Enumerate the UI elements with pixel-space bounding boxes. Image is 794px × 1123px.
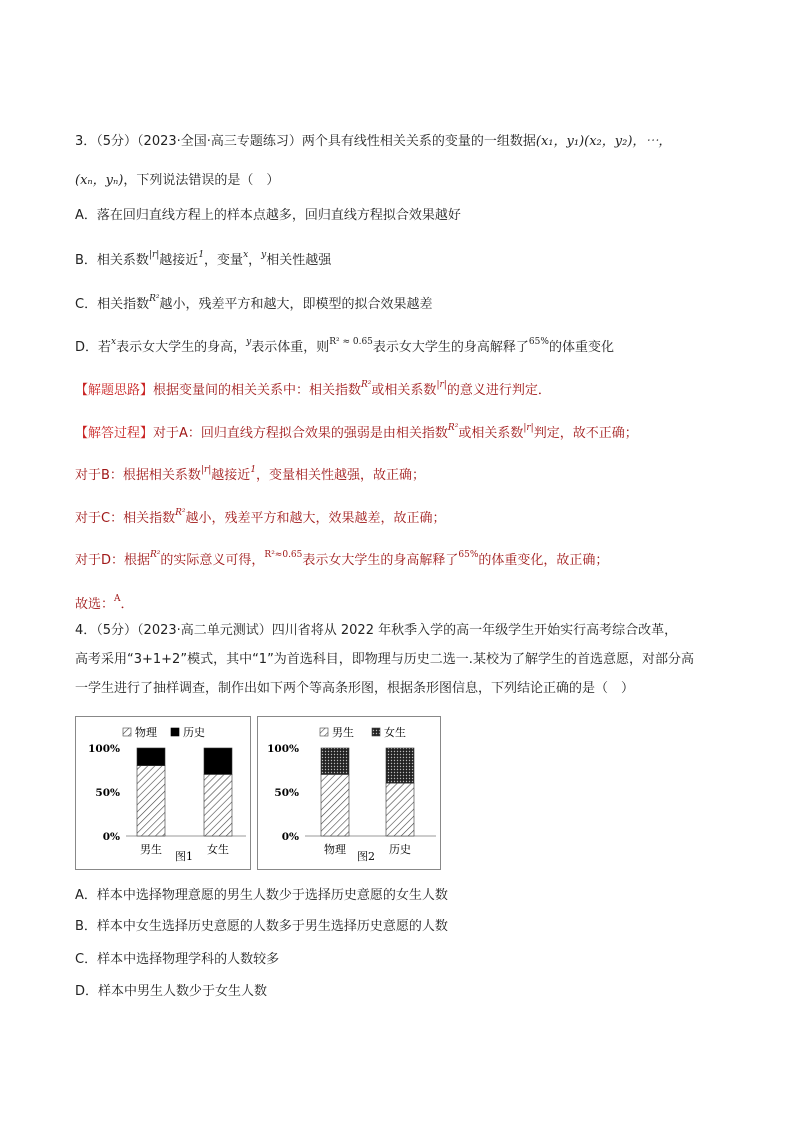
r-squared: R² bbox=[149, 294, 160, 304]
q3-option-d bbox=[75, 339, 614, 358]
y-tick-label: 100% bbox=[267, 743, 299, 755]
r-squared-approx: R²≈0.65 bbox=[264, 550, 303, 560]
q3-option-d-text5: 的体重变化 bbox=[548, 340, 614, 355]
legend-label: 男生 bbox=[332, 726, 354, 739]
r-squared: R² bbox=[150, 550, 161, 560]
abs-r: |r| bbox=[523, 423, 534, 433]
q3-process-c bbox=[75, 510, 445, 529]
y-tick-label: 50% bbox=[274, 787, 299, 799]
process-tag: 【解答过程】 bbox=[75, 426, 154, 441]
chart-figure-2 bbox=[257, 716, 441, 870]
analysis-tag: 【解题思路】 bbox=[75, 383, 154, 398]
q3-data-points: (x₁，y₁)(x₂，y₂)，⋯， bbox=[535, 134, 672, 149]
abs-r: |r| bbox=[148, 250, 160, 260]
chart-figure-1 bbox=[75, 716, 251, 870]
q3-process-a bbox=[75, 425, 638, 444]
analysis-text3: 的意义进行判定． bbox=[446, 383, 551, 398]
legend-label: 历史 bbox=[183, 726, 205, 739]
q4-stem-line3: 一学生进行了抽样调查，制作出如下两个等高条形图，根据条形图信息，下列结论正确的是（ ） bbox=[75, 681, 635, 696]
percent-65: 65% bbox=[528, 337, 549, 347]
answer-end: ． bbox=[120, 597, 134, 612]
process-d-text4: 的体重变化，故正确； bbox=[478, 553, 609, 568]
bar-女生 bbox=[321, 748, 349, 774]
q3-analysis bbox=[75, 382, 551, 401]
q3-option-d-text4: 表示女大学生的身高解释了 bbox=[372, 340, 529, 355]
process-c-text1: 对于C：相关指数 bbox=[75, 511, 176, 526]
q3-option-c bbox=[75, 296, 432, 315]
bar-女生 bbox=[386, 748, 414, 783]
q3-option-a: A．落在回归直线方程上的样本点越多，回归直线方程拟合效果越好 bbox=[75, 208, 461, 223]
percent-65: 65% bbox=[458, 550, 479, 560]
q3-process-d bbox=[75, 552, 608, 571]
bar-物理 bbox=[137, 766, 165, 836]
process-d-text2: 的实际意义可得， bbox=[160, 553, 265, 568]
q4-option-b: B．样本中女生选择历史意愿的人数多于男生选择历史意愿的人数 bbox=[75, 919, 448, 934]
r-squared: R² bbox=[447, 423, 459, 433]
bar-男生 bbox=[321, 774, 349, 836]
y-tick-label: 100% bbox=[88, 743, 120, 755]
q3-option-b-text5: 相关性越强 bbox=[266, 253, 332, 268]
r-squared-approx: R² ≈ 0.65 bbox=[329, 337, 373, 347]
y-tick-label: 0% bbox=[102, 831, 120, 843]
legend-swatch bbox=[372, 728, 380, 736]
q3-option-d-text1: D．若 bbox=[75, 340, 112, 355]
legend-swatch bbox=[320, 728, 328, 736]
bar-历史 bbox=[204, 748, 232, 774]
legend-swatch bbox=[171, 728, 179, 736]
q3-stem-line1 bbox=[75, 133, 671, 151]
legend-swatch bbox=[123, 728, 131, 736]
legend-label: 物理 bbox=[135, 726, 157, 739]
q4-stem-line1: 4．（5分）（2023·高二单元测试）四川省将从 2022 年秋季入学的高一年级学生开始实行高考综合改革， bbox=[75, 623, 678, 638]
process-d-text3: 表示女大学生的身高解释了 bbox=[302, 553, 459, 568]
q3-stem-line2 bbox=[75, 172, 279, 190]
analysis-text1: 根据变量间的相关关系中：相关指数 bbox=[153, 383, 362, 398]
x-tick-label: 男生 bbox=[140, 843, 162, 856]
chart-title: 图1 bbox=[175, 850, 193, 863]
q3-process-b bbox=[75, 467, 425, 486]
bar-男生 bbox=[386, 783, 414, 836]
var-x: x bbox=[111, 337, 117, 347]
abs-r: |r| bbox=[200, 465, 212, 475]
answer-letter: A bbox=[114, 594, 121, 604]
q3-option-c-text2: 越小，残差平方和越大，即模型的拟合效果越差 bbox=[159, 297, 433, 312]
q3-option-d-text3: 表示体重，则 bbox=[251, 340, 330, 355]
q3-data-point-n: (xₙ，yₙ) bbox=[75, 173, 124, 188]
analysis-text2: 或相关系数 bbox=[371, 383, 437, 398]
var-x: x bbox=[243, 250, 249, 260]
q3-option-b-text2: 越接近 bbox=[159, 253, 199, 268]
q3-stem-question: ，下列说法错误的是（ ） bbox=[123, 173, 280, 188]
one: 1 bbox=[198, 250, 205, 260]
process-d-text1: 对于D：根据 bbox=[75, 553, 151, 568]
answer-label: 故选： bbox=[75, 597, 115, 612]
bar-历史 bbox=[137, 748, 165, 766]
q4-option-c: C．样本中选择物理学科的人数较多 bbox=[75, 952, 280, 967]
q3-option-b-text3: ，变量 bbox=[204, 253, 244, 268]
process-c-text2: 越小，残差平方和越大，效果越差，故正确； bbox=[185, 511, 446, 526]
q3-option-c-text1: C．相关指数 bbox=[75, 297, 150, 312]
x-tick-label: 物理 bbox=[324, 843, 346, 856]
q3-stem-text: 3．（5分）（2023·全国·高三专题练习）两个具有线性相关关系的变量的一组数据 bbox=[75, 134, 536, 149]
x-tick-label: 女生 bbox=[207, 843, 229, 856]
q4-option-a: A．样本中选择物理意愿的男生人数少于选择历史意愿的女生人数 bbox=[75, 888, 448, 903]
r-squared: R² bbox=[361, 380, 372, 390]
y-tick-label: 50% bbox=[95, 787, 120, 799]
q4-stem-line2: 高考采用“3+1+2”模式，其中“1”为首选科目，即物理与历史二选一.某校为了解学生的首选意愿，对部分高 bbox=[75, 652, 694, 667]
chart-title: 图2 bbox=[357, 850, 375, 863]
abs-r: |r| bbox=[436, 380, 447, 390]
var-y: y bbox=[246, 337, 252, 347]
process-b-text1: 对于B：根据相关系数 bbox=[75, 468, 201, 483]
q3-option-b-text1: B．相关系数 bbox=[75, 253, 149, 268]
legend-label: 女生 bbox=[384, 726, 406, 739]
q3-option-d-text2: 表示女大学生的身高， bbox=[116, 340, 247, 355]
q3-option-b-text4: ， bbox=[248, 253, 262, 268]
q4-option-d: D．样本中男生人数少于女生人数 bbox=[75, 984, 268, 999]
process-a-text3: 判定，故不正确； bbox=[533, 426, 638, 441]
chart-2-svg bbox=[258, 717, 440, 869]
bar-物理 bbox=[204, 774, 232, 836]
process-b-text2: 越接近 bbox=[211, 468, 251, 483]
process-b-text3: ，变量相关性越强，故正确； bbox=[256, 468, 426, 483]
process-a-text2: 或相关系数 bbox=[458, 426, 524, 441]
r-squared: R² bbox=[175, 508, 186, 518]
q3-option-b bbox=[75, 252, 331, 271]
y-tick-label: 0% bbox=[281, 831, 299, 843]
chart-1-svg bbox=[76, 717, 250, 869]
one: 1 bbox=[250, 465, 257, 475]
x-tick-label: 历史 bbox=[389, 843, 411, 856]
var-y: y bbox=[261, 250, 267, 260]
q3-answer bbox=[75, 596, 134, 615]
process-a-text1: 对于A：回归直线方程拟合效果的强弱是由相关指数 bbox=[153, 426, 448, 441]
